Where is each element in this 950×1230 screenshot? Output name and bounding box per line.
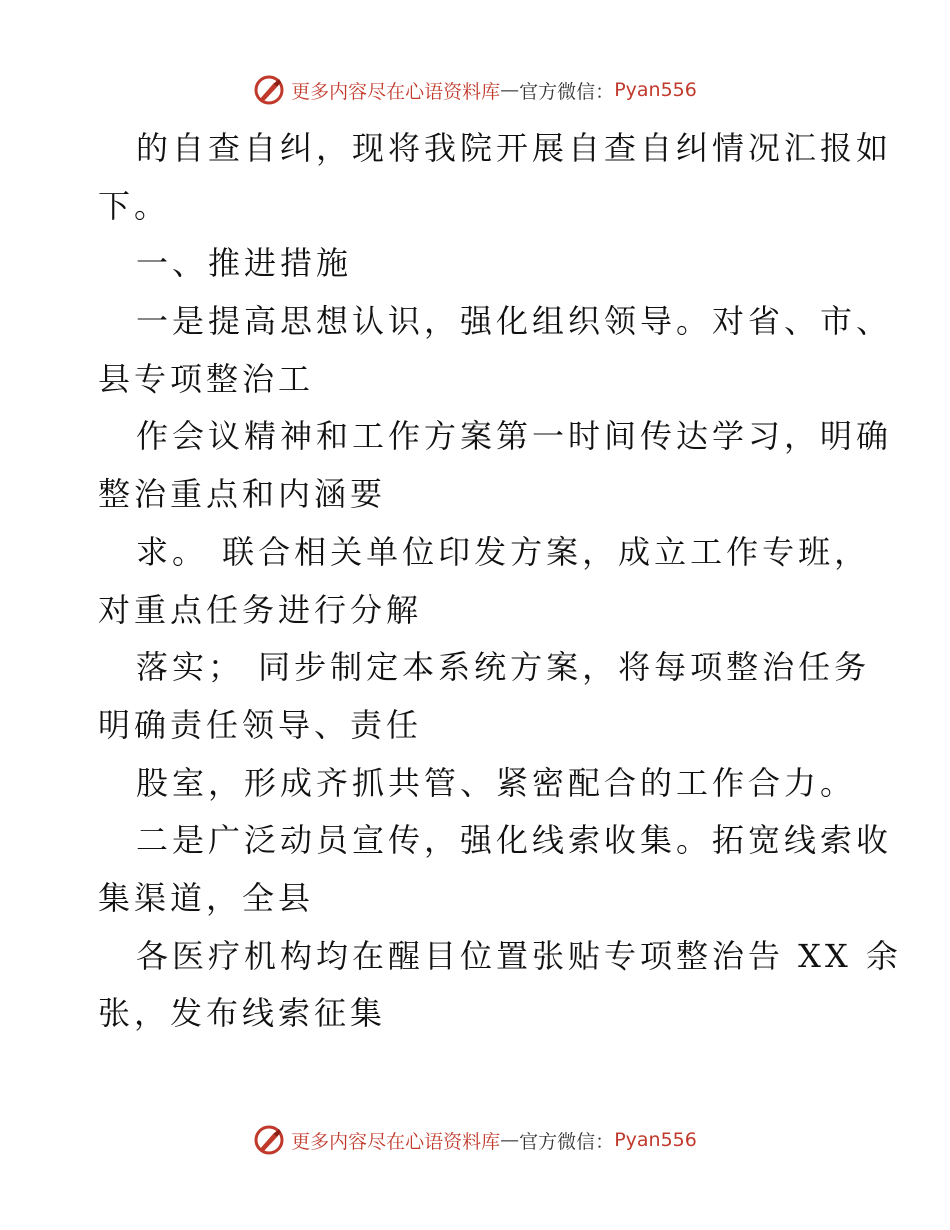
paragraph-line: 明确责任领导、责任 [98,705,423,744]
watermark-header [0,70,950,110]
paragraph-line: 集渠道，全县 [98,878,315,917]
paragraph-line: 下。 [98,186,171,225]
watermark-separator: — [500,1129,520,1151]
paragraph-line: 张，发布线索征集 [98,994,387,1033]
section-heading: 一、推进措施 [136,244,353,283]
paragraph-line: 二是广泛动员宣传，强化线索收集。拓宽线索收 [136,821,893,860]
watermark-wechat-id: Pyan556 [614,79,697,101]
watermark-wechat-label: 官方微信： [519,1130,615,1153]
paragraph-line: 县专项整治工 [98,359,315,398]
watermark-text: 更多内容尽在心语资料库 [291,1130,501,1153]
paragraph-line: 对重点任务进行分解 [98,590,423,629]
paragraph-line: 一是提高思想认识，强化组织领导。对省、市、 [136,302,893,341]
pen-logo-icon [253,1124,285,1156]
watermark-separator: — [500,79,520,101]
paragraph-line: 的自查自纠，现将我院开展自查自纠情况汇报如 [136,129,893,167]
paragraph-line: 股室，形成齐抓共管、紧密配合的工作合力。 [136,763,857,802]
pen-logo-icon [253,74,285,106]
watermark-footer [0,1120,950,1160]
paragraph-line: 整治重点和内涵要 [98,475,387,514]
paragraph-line: 落实； 同步制定本系统方案，将每项整治任务 [136,648,871,687]
paragraph-line: 作会议精神和工作方案第一时间传达学习，明确 [136,417,893,456]
document-body [98,120,902,1043]
paragraph-line: 各医疗机构均在醒目位置张贴专项整治告 XX 余 [136,936,902,975]
watermark-text: 更多内容尽在心语资料库 [291,80,501,103]
watermark-wechat-id: Pyan556 [614,1129,697,1151]
paragraph-line: 求。 联合相关单位印发方案，成立工作专班， [136,532,871,571]
watermark-wechat-label: 官方微信： [519,80,615,103]
